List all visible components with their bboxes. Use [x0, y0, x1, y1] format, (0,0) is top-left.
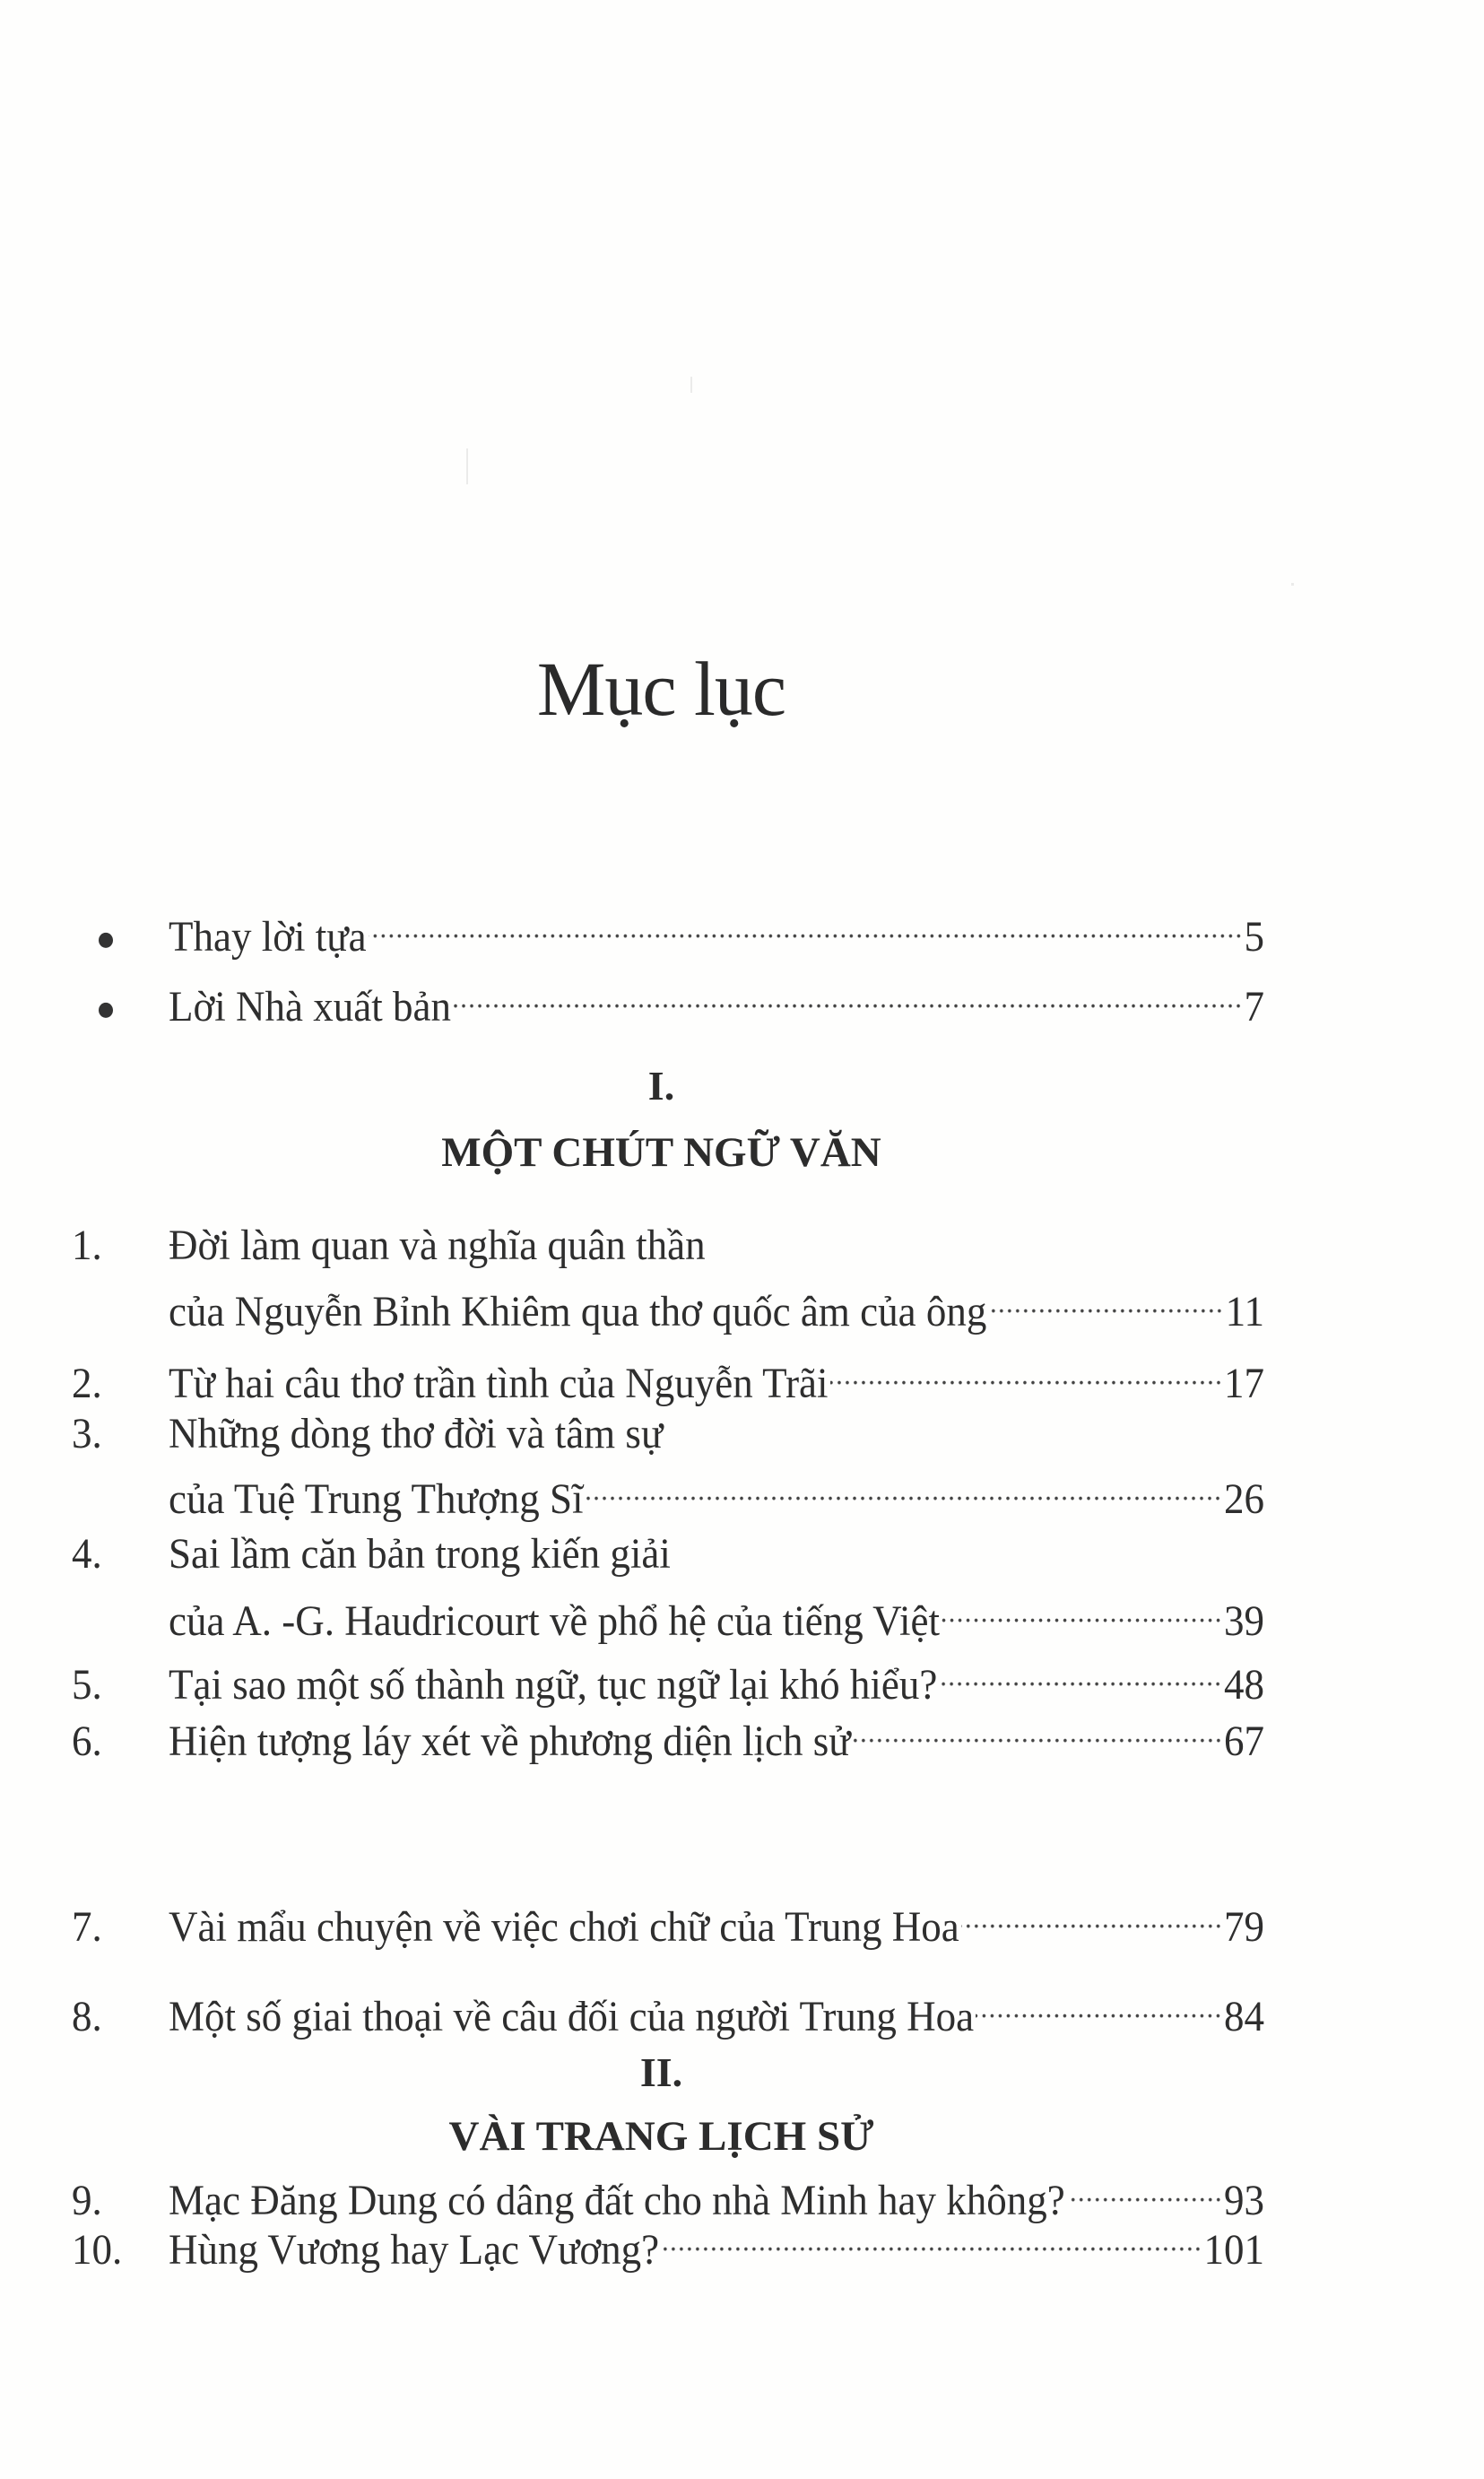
dot-leader	[988, 1268, 1223, 1326]
entry-number: 5.	[72, 1660, 102, 1709]
section-title: MỘT CHÚT NGỮ VĂN	[441, 1129, 881, 1176]
entry-page-number: 48	[1224, 1660, 1264, 1709]
entry-page-number: 79	[1224, 1902, 1264, 1951]
dot-leader	[453, 963, 1243, 1021]
toc-entry-2[interactable]	[72, 1340, 1264, 1407]
entry-title-continued: của Nguyễn Bỉnh Khiêm qua thơ quốc âm của ông	[169, 1287, 987, 1335]
entry-number: 3.	[72, 1409, 102, 1457]
page-title: Mục lục	[536, 646, 786, 732]
entry-page-number: 39	[1224, 1596, 1264, 1645]
bullet-icon	[99, 933, 113, 948]
section-number: II.	[639, 2049, 683, 2095]
entry-title: Đời làm quan và nghĩa quân thần	[169, 1221, 706, 1269]
dot-leader	[976, 1973, 1222, 2031]
entry-title: Hiện tượng láy xét về phương diện lịch sử	[169, 1717, 851, 1765]
toc-entry-8[interactable]	[72, 1973, 1264, 2040]
entry-title: Lời Nhà xuất bản	[169, 982, 451, 1031]
entry-number: 6.	[72, 1717, 102, 1765]
section-title: VÀI TRANG LỊCH SỬ	[448, 2113, 874, 2160]
section-number: I.	[647, 1063, 675, 1109]
entry-number: 7.	[72, 1902, 102, 1951]
entry-page-number: 84	[1224, 1992, 1264, 2040]
toc-entry-1-line-2[interactable]	[72, 1268, 1264, 1335]
entry-page-number: 7	[1244, 982, 1264, 1031]
toc-entry-1-line-1[interactable]	[72, 1216, 1264, 1274]
entry-title: Vài mẩu chuyện về việc chơi chữ của Trung Hoa	[169, 1902, 959, 1951]
entry-page-number: 26	[1224, 1474, 1264, 1523]
dot-leader	[369, 893, 1243, 951]
entry-page-number: 93	[1224, 2176, 1264, 2224]
entry-number: 2.	[72, 1359, 102, 1407]
toc-entry-7[interactable]	[72, 1883, 1264, 1951]
bullet-icon	[99, 1003, 113, 1018]
entry-title: Những dòng thơ đời và tâm sự	[169, 1409, 664, 1457]
entry-page-number: 101	[1203, 2225, 1264, 2274]
toc-entry-10[interactable]	[72, 2206, 1264, 2274]
toc-entry-3-line-2[interactable]	[72, 1456, 1264, 1523]
dot-leader	[939, 1641, 1222, 1699]
dot-leader	[853, 1698, 1222, 1755]
entry-number: 9.	[72, 2176, 102, 2224]
entry-title: Sai lầm căn bản trong kiến giải	[169, 1529, 671, 1578]
entry-number: 10.	[72, 2225, 123, 2274]
entry-title: Một số giai thoại về câu đối của người Trung Hoa	[169, 1992, 975, 2040]
dot-leader	[830, 1340, 1222, 1397]
dot-leader	[661, 2206, 1202, 2264]
entry-title: Tại sao một số thành ngữ, tục ngữ lại khó hiểu?	[169, 1660, 938, 1709]
scan-mark	[1291, 583, 1294, 586]
entry-title: Thay lời tựa	[169, 912, 367, 961]
entry-title-continued: của A. -G. Haudricourt về phổ hệ của tiếng Việt	[169, 1596, 940, 1645]
dot-leader	[942, 1578, 1222, 1635]
entry-page-number: 17	[1224, 1359, 1264, 1407]
entry-number: 4.	[72, 1529, 102, 1578]
entry-number: 8.	[72, 1992, 102, 2040]
bullet-marker	[72, 978, 169, 1035]
toc-entry-front-1[interactable]	[72, 893, 1264, 961]
toc-entry-4-line-2[interactable]	[72, 1578, 1264, 1645]
scan-mark	[466, 448, 468, 484]
entry-title: Từ hai câu thơ trần tình của Nguyễn Trãi	[169, 1359, 829, 1407]
toc-entry-front-2[interactable]	[72, 963, 1264, 1031]
entry-page-number: 5	[1244, 912, 1264, 961]
dot-leader	[961, 1883, 1222, 1941]
entry-title: Hùng Vương hay Lạc Vương?	[169, 2225, 660, 2274]
scan-mark	[690, 377, 692, 393]
toc-entry-3-line-1[interactable]	[72, 1405, 1264, 1462]
entry-page-number: 11	[1225, 1287, 1264, 1335]
bullet-marker	[72, 908, 169, 965]
entry-page-number: 67	[1224, 1717, 1264, 1765]
toc-entry-4-line-1[interactable]	[72, 1525, 1264, 1582]
entry-number: 1.	[72, 1221, 102, 1269]
toc-entry-5[interactable]	[72, 1641, 1264, 1709]
entry-title-continued: của Tuệ Trung Thượng Sĩ	[169, 1474, 584, 1523]
toc-entry-6[interactable]	[72, 1698, 1264, 1765]
entry-title: Mạc Đăng Dung có dâng đất cho nhà Minh hay không?	[169, 2176, 1065, 2224]
dot-leader	[585, 1456, 1222, 1513]
